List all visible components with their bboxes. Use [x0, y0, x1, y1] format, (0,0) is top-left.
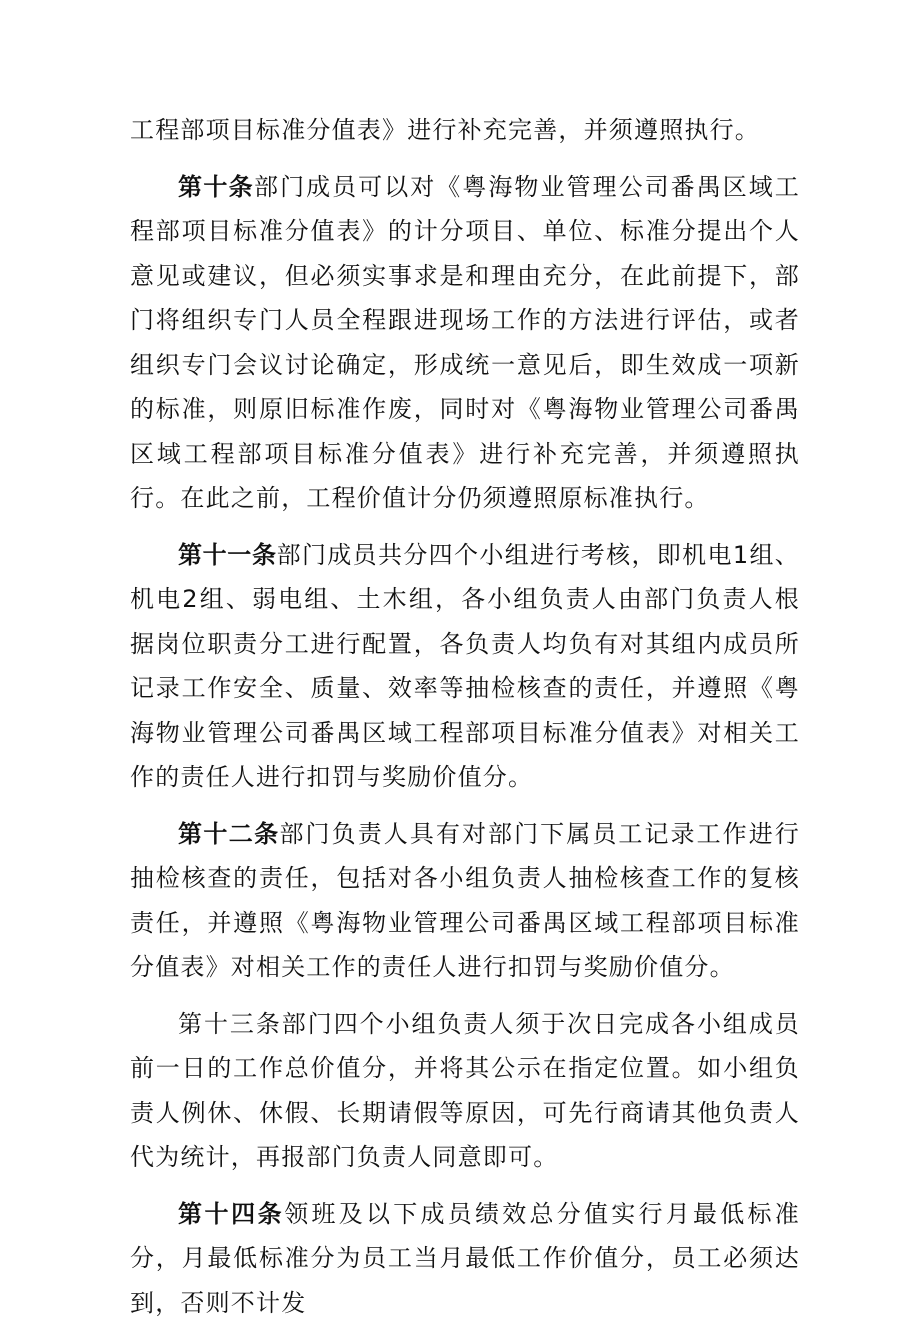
- document-page: [130, 108, 800, 1325]
- article-10: [130, 165, 800, 521]
- article-13: [130, 1002, 800, 1180]
- article-heading: 第十四条: [178, 1200, 284, 1228]
- article-12: [130, 812, 800, 990]
- article-heading: 第十二条: [178, 820, 279, 848]
- article-text: 部门四个小组负责人须于次日完成各小组成员前一日的工作总价值分，并将其公示在指定位置。如小组负责人例休、休假、长期请假等原因，可先行商请其他负责人代为统计，再报部门负责人同意即可。: [130, 1010, 800, 1172]
- article-text: 部门负责人具有对部门下属员工记录工作进行抽检核查的责任，包括对各小组负责人抽检核查工作的复核责任，并遵照《粤海物业管理公司番禺区域工程部项目标准分值表》对相关工作的责任人进行扣罚与奖励价值分。: [130, 820, 800, 982]
- article-text: 领班及以下成员绩效总分值实行月最低标准分，月最低标准分为员工当月最低工作价值分，员工必须达到，否则不计发: [130, 1200, 800, 1317]
- article-text: 部门成员共分四个小组进行考核，即机电1组、机电2组、弱电组、土木组，各小组负责人由部门负责人根据岗位职责分工进行配置，各负责人均负有对其组内成员所记录工作安全、质量、效率等抽检核查的责任，并遵照《粤海物业管理公司番禺区域工程部项目标准分值表》对相关工作的责任人进行扣罚与奖励价值分。: [130, 541, 800, 792]
- article-heading: 第十条: [178, 173, 254, 201]
- article-14: [130, 1192, 800, 1325]
- article-11: [130, 533, 800, 800]
- article-text: 部门成员可以对《粤海物业管理公司番禺区域工程部项目标准分值表》的计分项目、单位、标准分提出个人意见或建议，但必须实事求是和理由充分，在此前提下，部门将组织专门人员全程跟进现场工作的方法进行评估，或者组织专门会议讨论确定，形成统一意见后，即生效成一项新的标准，则原旧标准作废，同时对《粤海物业管理公司番禺区域工程部项目标准分值表》进行补充完善，并须遵照执行。在此之前，工程价值计分仍须遵照原标准执行。: [130, 173, 800, 513]
- paragraph-continuation: [130, 108, 800, 153]
- article-heading: 第十一条: [178, 541, 277, 569]
- article-heading: 第十三条: [178, 1010, 282, 1038]
- paragraph-text: 工程部项目标准分值表》进行补充完善，并须遵照执行。: [130, 116, 760, 144]
